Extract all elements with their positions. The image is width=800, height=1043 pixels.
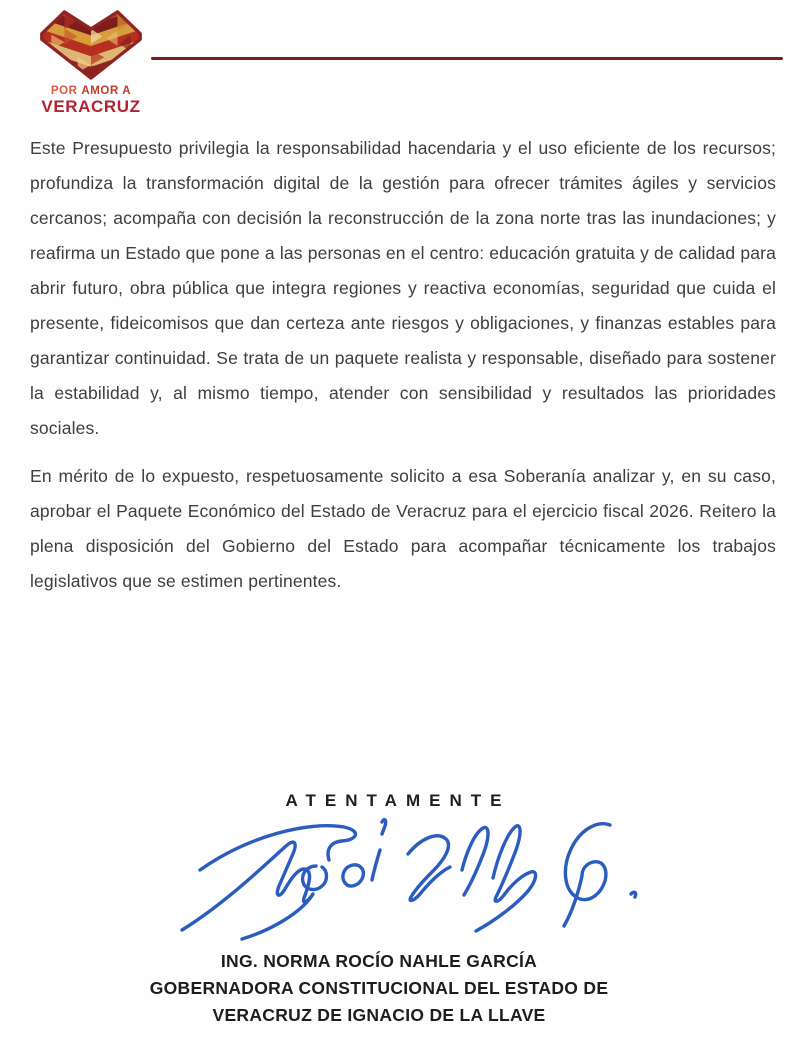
body-paragraph-2: En mérito de lo expuesto, respetuosamente solicito a esa Soberanía analizar y, en su caso, aprobar el Paquete Económico del Estado de Veracruz para el ejercicio fiscal 2026. Reitero la plena disposición del Gobierno del Estado para acompañar técnicamente los trabajos legislativos que se estimen pertinentes. [30, 466, 776, 591]
letter-body [30, 131, 776, 599]
handwritten-signature [176, 808, 654, 942]
logo-wordmark: VERACRUZ [41, 97, 141, 116]
signatory-name: ING. NORMA ROCÍO NAHLE GARCÍA [220, 951, 538, 971]
logo-tagline [36, 85, 146, 97]
signatory-title-line1: GOBERNADORA CONSTITUCIONAL DEL ESTADO DE [149, 978, 609, 998]
salutation-text: ATENTAMENTE [285, 791, 511, 810]
heart-mosaic-icon [38, 8, 144, 82]
logo-tagline-prefix: POR [50, 85, 82, 97]
signatory-block [0, 948, 800, 1029]
closing-block [0, 791, 800, 811]
logo-tagline-emphasis: AMOR A [81, 85, 132, 97]
body-paragraph-1: Este Presupuesto privilegia la responsabilidad hacendaria y el uso eficiente de los recursos; profundiza la transformación digital de la gestión para ofrecer trámites ágiles y servicios cercanos; acompaña con decisión la reconstrucción de la zona norte tras las inundaciones; y reafirma un Estado que pone a las personas en el centro: educación gratuita y de calidad para abrir futuro, obra pública que integra regiones y reactiva economías, seguridad que cuida el presente, fideicomisos que dan certeza ante riesgos y obligaciones, y finanzas estables para garantizar continuidad. Se trata de un paquete realista y responsable, diseñado para sostener la estabilidad y, al mismo tiempo, atender con sensibilidad y resultados las prioridades sociales. [30, 138, 776, 438]
veracruz-logo [36, 8, 146, 117]
signatory-title-line2: VERACRUZ DE IGNACIO DE LA LLAVE [212, 1005, 546, 1025]
header-divider-rule [151, 57, 783, 60]
